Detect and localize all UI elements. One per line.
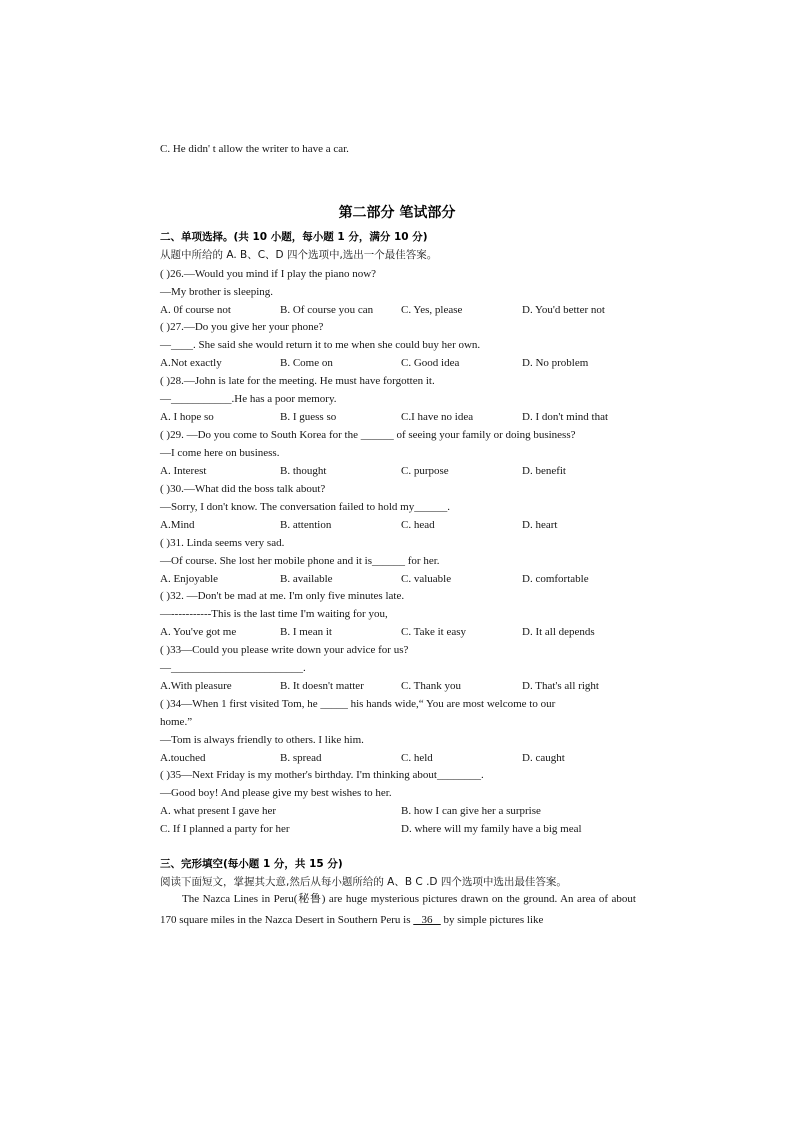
question-32: ( )32. —Don't be mad at me. I'm only five minutes late.: [160, 590, 405, 602]
option-d[interactable]: D. comfortable: [522, 573, 589, 585]
option-d[interactable]: D. No problem: [522, 357, 589, 369]
option-b[interactable]: B. Come on: [280, 357, 333, 369]
answer-30: —Sorry, I don't know. The conversation failed to hold my______.: [160, 501, 450, 513]
option-c[interactable]: C. Yes, please: [401, 304, 463, 316]
option-c[interactable]: C. Take it easy: [401, 626, 467, 638]
answer-32: —-----------This is the last time I'm waiting for you,: [160, 608, 388, 620]
question-28: ( )28.—John is late for the meeting. He must have forgotten it.: [160, 375, 435, 387]
answer-29: —I come here on business.: [160, 447, 280, 459]
previous-option-c: C. He didn' t allow the writer to have a car.: [160, 143, 349, 155]
question-34: ( )34—When 1 first visited Tom, he _____ his hands wide,“ You are most welcome to our: [160, 698, 556, 710]
answer-26: —My brother is sleeping.: [160, 286, 274, 298]
option-c[interactable]: C. held: [401, 752, 433, 764]
answer-28: —___________.He has a poor memory.: [160, 393, 337, 405]
question-29: ( )29. —Do you come to South Korea for the ______ of seeing your family or doing business?: [160, 429, 576, 441]
option-c[interactable]: C. Good idea: [401, 357, 460, 369]
cloze-passage: [160, 889, 636, 931]
option-d[interactable]: D. where will my family have a big meal: [401, 823, 582, 835]
option-c[interactable]: C. purpose: [401, 465, 449, 477]
option-b[interactable]: B. I guess so: [280, 411, 337, 423]
answer-34: —Tom is always friendly to others. I like him.: [160, 734, 364, 746]
answer-31: —Of course. She lost her mobile phone and it is______ for her.: [160, 555, 440, 567]
option-a[interactable]: A. I hope so: [160, 411, 214, 423]
option-a[interactable]: A. what present I gave her: [160, 805, 277, 817]
answer-35: —Good boy! And please give my best wishes to her.: [160, 787, 392, 799]
question-35: ( )35—Next Friday is my mother's birthday. I'm thinking about________.: [160, 769, 484, 781]
option-c[interactable]: C. valuable: [401, 573, 452, 585]
blank-36[interactable]: [413, 914, 441, 926]
option-c[interactable]: C.I have no idea: [401, 411, 474, 423]
option-d[interactable]: D. I don't mind that: [522, 411, 609, 423]
option-a[interactable]: A.With pleasure: [160, 680, 232, 692]
option-c[interactable]: C. head: [401, 519, 435, 531]
option-a[interactable]: A. Enjoyable: [160, 573, 219, 585]
question-34-continued: home.”: [160, 716, 193, 728]
section3-heading: 三、完形填空(每小题 1 分，共 15 分): [160, 858, 343, 870]
option-b[interactable]: B. It doesn't matter: [280, 680, 364, 692]
option-b[interactable]: B. available: [280, 573, 333, 585]
option-d[interactable]: D. It all depends: [522, 626, 595, 638]
question-30: ( )30.—What did the boss talk about?: [160, 483, 326, 495]
question-31: ( )31. Linda seems very sad.: [160, 537, 285, 549]
option-d[interactable]: D. benefit: [522, 465, 566, 477]
option-d[interactable]: D. You'd better not: [522, 304, 605, 316]
section3-instruction: 阅读下面短文，掌握其大意,然后从每小题所给的 A、B C .D 四个选项中选出最佳答案。: [160, 876, 567, 888]
section2-instruction: 从题中所给的 A. B、C、D 四个选项中,选出一个最佳答案。: [160, 249, 438, 261]
option-b[interactable]: B. how I can give her a surprise: [401, 805, 541, 817]
answer-33: —________________________.: [160, 662, 306, 674]
option-b[interactable]: B. spread: [280, 752, 322, 764]
question-27: ( )27.—Do you give her your phone?: [160, 321, 324, 333]
option-b[interactable]: B. thought: [280, 465, 327, 477]
option-d[interactable]: D. caught: [522, 752, 565, 764]
option-d[interactable]: D. That's all right: [522, 680, 599, 692]
option-d[interactable]: D. heart: [522, 519, 558, 531]
option-a[interactable]: A. Interest: [160, 465, 207, 477]
option-a[interactable]: A. You've got me: [160, 626, 237, 638]
question-26: ( )26.—Would you mind if I play the piano now?: [160, 268, 377, 280]
option-a[interactable]: A.Mind: [160, 519, 195, 531]
option-b[interactable]: B. attention: [280, 519, 332, 531]
option-b[interactable]: B. I mean it: [280, 626, 332, 638]
option-c[interactable]: C. If I planned a party for her: [160, 823, 290, 835]
answer-27: —____. She said she would return it to me when she could buy her own.: [160, 339, 481, 351]
question-33: ( )33—Could you please write down your advice for us?: [160, 644, 409, 656]
option-b[interactable]: B. Of course you can: [280, 304, 374, 316]
option-c[interactable]: C. Thank you: [401, 680, 461, 692]
option-a[interactable]: A.Not exactly: [160, 357, 222, 369]
section2-heading: 二、单项选择。(共 10 小题，每小题 1 分，满分 10 分): [160, 231, 428, 243]
passage-text: The Nazca Lines in Peru(秘鲁) are huge mysterious pictures drawn on the ground. An area of about 170 square miles in the Nazca Desert in Southern Peru is: [160, 893, 636, 926]
option-a[interactable]: A. 0f course not: [160, 304, 231, 316]
passage-text-continued: by simple pictures like: [443, 914, 544, 926]
part-title: 第二部分 笔试部分: [338, 205, 456, 221]
blank-number: 36: [421, 914, 433, 926]
option-a[interactable]: A.touched: [160, 752, 206, 764]
